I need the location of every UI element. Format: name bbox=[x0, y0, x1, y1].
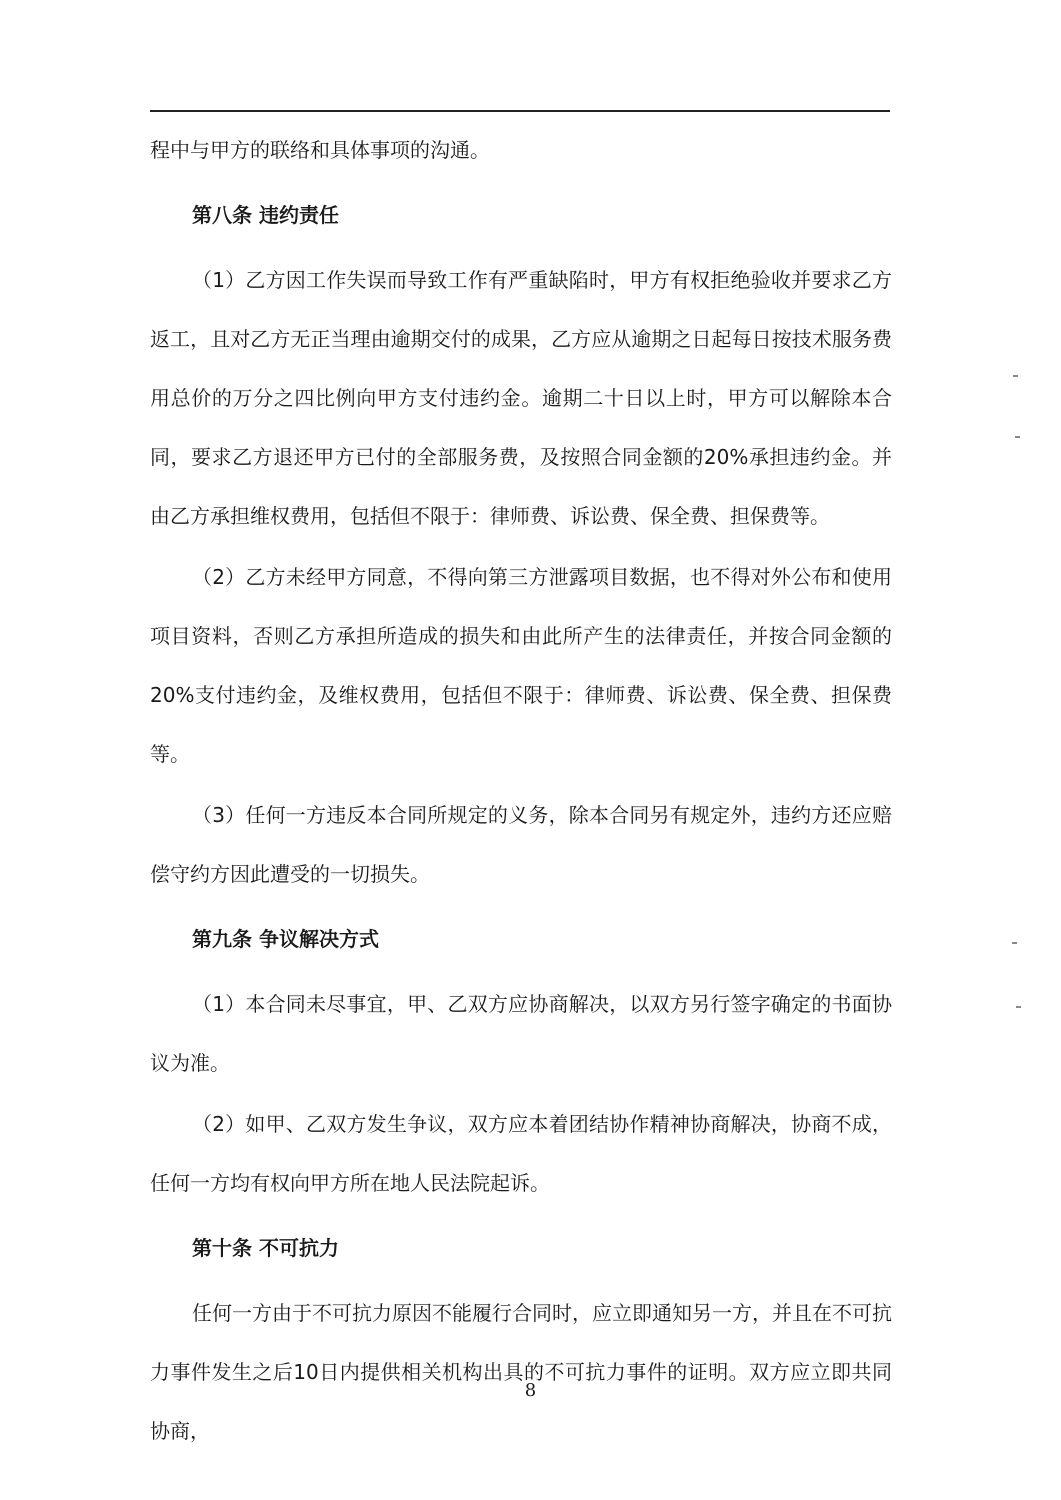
article-8-clause-2: （2）乙方未经甲方同意，不得向第三方泄露项目数据，也不得对外公布和使用项目资料，否则乙方承担所造成的损失和由此所产生的法律责任，并按合同金额的20%支付违约金，及维权费用，包括但不限于：律师费、诉讼费、保全费、担保费等。 bbox=[150, 565, 892, 766]
document-body bbox=[150, 121, 892, 1463]
page-number: 8 bbox=[524, 1380, 537, 1401]
header-rule bbox=[150, 110, 890, 112]
section-heading-article-10: 第十条 不可抗力 bbox=[192, 1236, 339, 1260]
section-heading-article-9: 第九条 争议解决方式 bbox=[192, 927, 379, 951]
article-8-clause-3: （3）任何一方违反本合同所规定的义务，除本合同另有规定外，违约方还应赔偿守约方因此遭受的一切损失。 bbox=[150, 803, 892, 886]
scan-speck bbox=[1015, 436, 1020, 438]
scan-speck bbox=[1016, 1006, 1021, 1008]
article-9-clause-2: （2）如甲、乙双方发生争议，双方应本着团结协作精神协商解决，协商不成，任何一方均有权向甲方所在地人民法院起诉。 bbox=[150, 1112, 892, 1195]
article-8-clause-1: （1）乙方因工作失误而导致工作有严重缺陷时，甲方有权拒绝验收并要求乙方返工，且对乙方无正当理由逾期交付的成果，乙方应从逾期之日起每日按技术服务费用总价的万分之四比例向甲方支付违约金。逾期二十日以上时，甲方可以解除本合同，要求乙方退还甲方已付的全部服务费，及按照合同金额的20%承担违约金。并由乙方承担维权费用，包括但不限于：律师费、诉讼费、保全费、担保费等。 bbox=[150, 268, 892, 528]
article-9-clause-1: （1）本合同未尽事宜，甲、乙双方应协商解决，以双方另行签字确定的书面协议为准。 bbox=[150, 992, 892, 1075]
section-heading-article-8: 第八条 违约责任 bbox=[192, 203, 339, 227]
scan-speck bbox=[1012, 942, 1017, 944]
article-10-paragraph: 任何一方由于不可抗力原因不能履行合同时，应立即通知另一方，并且在不可抗力事件发生之后10日内提供相关机构出具的不可抗力事件的证明。双方应立即共同协商， bbox=[150, 1301, 892, 1443]
continuation-text: 程中与甲方的联络和具体事项的沟通。 bbox=[150, 138, 490, 162]
scan-speck bbox=[1013, 375, 1018, 377]
